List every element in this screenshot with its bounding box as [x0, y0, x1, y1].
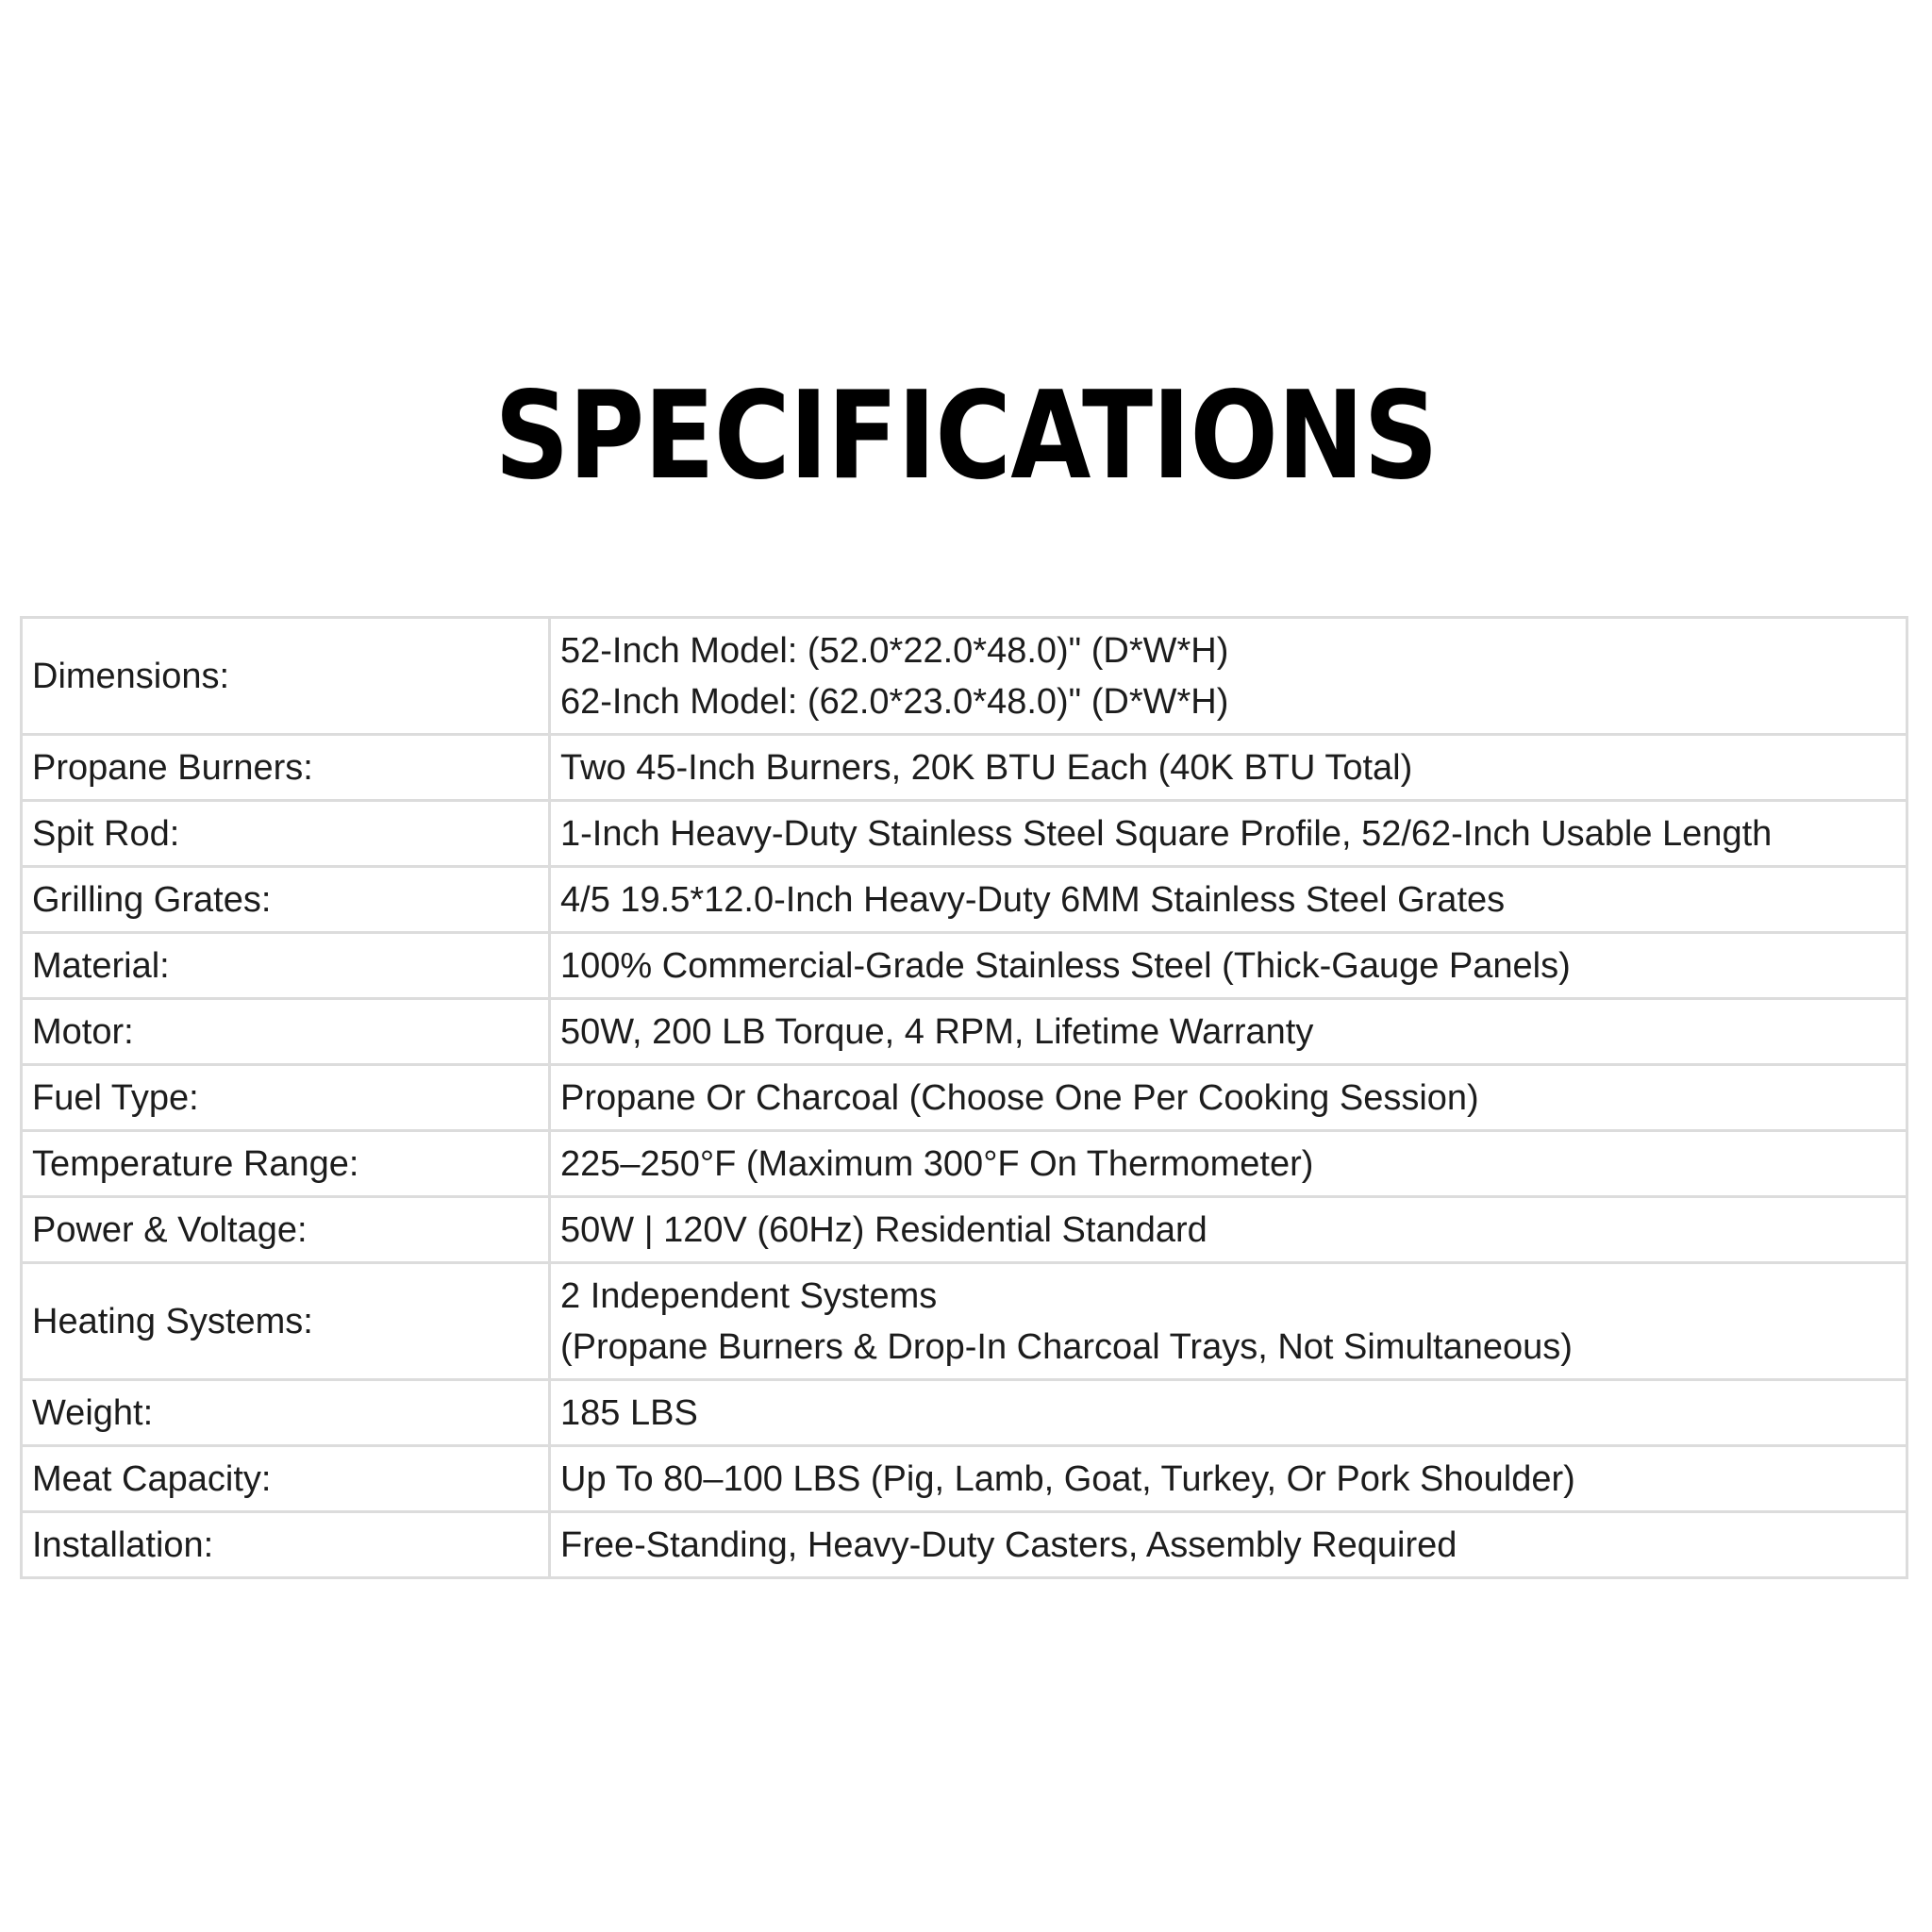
table-row-motor	[22, 999, 1907, 1065]
spec-value: 225–250°F (Maximum 300°F On Thermometer)	[550, 1131, 1907, 1197]
table-row-grilling-grates	[22, 867, 1907, 933]
spec-value: Free-Standing, Heavy-Duty Casters, Assembly Required	[550, 1512, 1907, 1578]
spec-value-line: 2 Independent Systems	[560, 1275, 938, 1316]
page-title: SPECIFICATIONS	[494, 366, 1438, 507]
spec-label: Material:	[22, 933, 550, 999]
table-row-propane-burners	[22, 735, 1907, 801]
table-row-fuel-type	[22, 1065, 1907, 1131]
spec-value	[550, 1263, 1907, 1380]
spec-value-line: 62-Inch Model: (62.0*23.0*48.0)" (D*W*H)	[560, 681, 1229, 722]
spec-label: Power & Voltage:	[22, 1197, 550, 1263]
table-row-installation	[22, 1512, 1907, 1578]
spec-label: Installation:	[22, 1512, 550, 1578]
table-row-temperature-range	[22, 1131, 1907, 1197]
spec-label: Heating Systems:	[22, 1263, 550, 1380]
spec-label: Spit Rod:	[22, 801, 550, 867]
spec-value: Propane Or Charcoal (Choose One Per Cooking Session)	[550, 1065, 1907, 1131]
spec-value: Up To 80–100 LBS (Pig, Lamb, Goat, Turkey, Or Pork Shoulder)	[550, 1446, 1907, 1512]
spec-label: Propane Burners:	[22, 735, 550, 801]
table-row-power-voltage	[22, 1197, 1907, 1263]
spec-label: Grilling Grates:	[22, 867, 550, 933]
spec-value: Two 45-Inch Burners, 20K BTU Each (40K BTU Total)	[550, 735, 1907, 801]
spec-value: 50W | 120V (60Hz) Residential Standard	[550, 1197, 1907, 1263]
spec-value-line: 52-Inch Model: (52.0*22.0*48.0)" (D*W*H)	[560, 630, 1229, 671]
spec-label: Dimensions:	[22, 618, 550, 735]
spec-label: Motor:	[22, 999, 550, 1065]
spec-value-line: (Propane Burners & Drop-In Charcoal Trays, Not Simultaneous)	[560, 1326, 1573, 1367]
spec-value: 1-Inch Heavy-Duty Stainless Steel Square Profile, 52/62-Inch Usable Length	[550, 801, 1907, 867]
table-row-material	[22, 933, 1907, 999]
table-row-weight	[22, 1380, 1907, 1446]
spec-value	[550, 618, 1907, 735]
table-row-dimensions	[22, 618, 1907, 735]
spec-value: 100% Commercial-Grade Stainless Steel (Thick-Gauge Panels)	[550, 933, 1907, 999]
spec-value: 4/5 19.5*12.0-Inch Heavy-Duty 6MM Stainless Steel Grates	[550, 867, 1907, 933]
specifications-table	[20, 616, 1908, 1579]
spec-value: 50W, 200 LB Torque, 4 RPM, Lifetime Warranty	[550, 999, 1907, 1065]
table-row-spit-rod	[22, 801, 1907, 867]
spec-value: 185 LBS	[550, 1380, 1907, 1446]
spec-label: Temperature Range:	[22, 1131, 550, 1197]
table-row-heating-systems	[22, 1263, 1907, 1380]
spec-label: Weight:	[22, 1380, 550, 1446]
spec-label: Meat Capacity:	[22, 1446, 550, 1512]
table-row-meat-capacity	[22, 1446, 1907, 1512]
spec-label: Fuel Type:	[22, 1065, 550, 1131]
